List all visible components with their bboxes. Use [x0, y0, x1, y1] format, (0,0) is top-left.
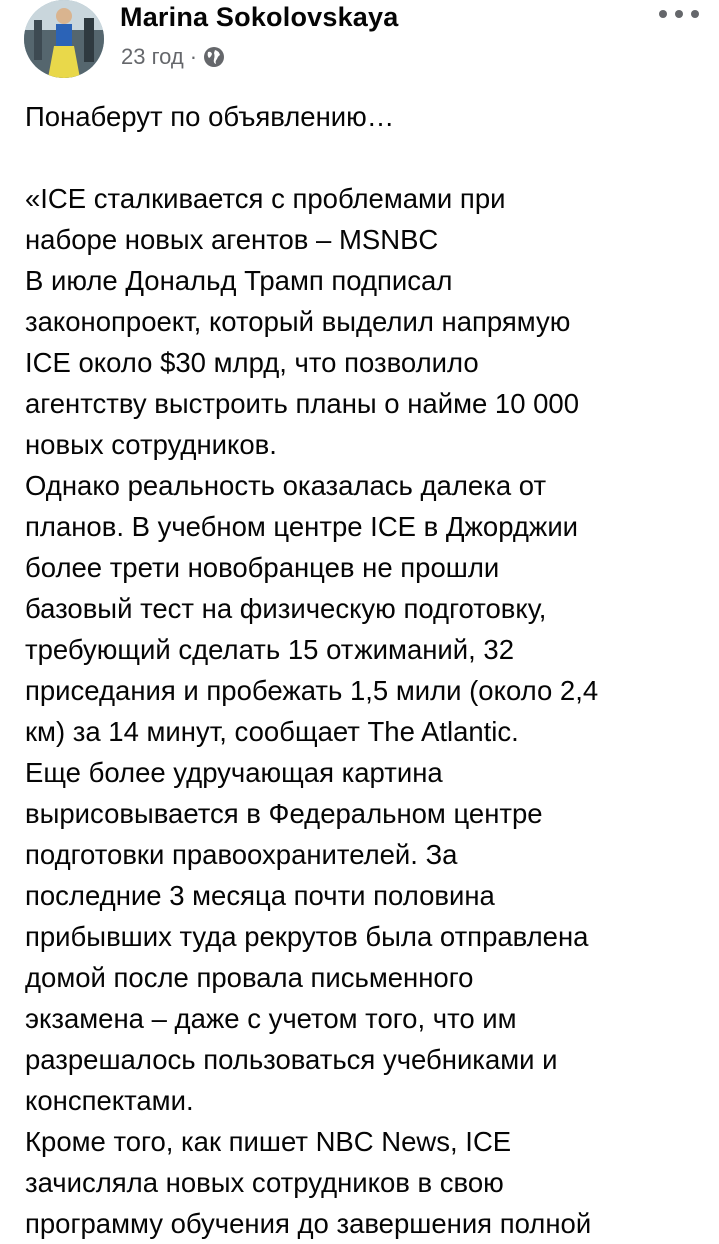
post-line: В июле Дональд Трамп подписал — [25, 265, 453, 296]
post-line: законопроект, который выделил напрямую — [25, 306, 571, 337]
post-line: агентству выстроить планы о найме 10 000 — [25, 388, 580, 419]
post-line: зачисляла новых сотрудников в свою — [25, 1167, 504, 1198]
post-line: подготовки правоохранителей. За — [25, 839, 458, 870]
post-line: прибывших туда рекрутов была отправлена — [25, 921, 589, 952]
avatar[interactable] — [24, 0, 104, 78]
post-line: базовый тест на физическую подготовку, — [25, 593, 547, 624]
post-line: приседания и пробежать 1,5 мили (около 2,4 — [25, 675, 599, 706]
post-line: Однако реальность оказалась далека от — [25, 470, 547, 501]
author-name[interactable]: Marina Sokolovskaya — [120, 2, 399, 32]
post-line: Еще более удручающая картина — [25, 757, 443, 788]
post-line: более трети новобранцев не прошли — [25, 552, 500, 583]
post-line: наборе новых агентов – MSNBC — [25, 224, 439, 255]
meta-separator: · — [189, 44, 198, 69]
post-timestamp[interactable]: 23 год — [121, 44, 184, 69]
post-line: планов. В учебном центре ICE в Джорджии — [25, 511, 579, 542]
post-line: конспектами. — [25, 1085, 194, 1116]
post-first-line: Понаберут по объявлению… — [25, 101, 395, 132]
post-line: «ICE сталкивается с проблемами при — [25, 183, 506, 214]
post-line: последние 3 месяца почти половина — [25, 880, 495, 911]
post-line: разрешалось пользоваться учебниками и — [25, 1044, 558, 1075]
post-line: новых сотрудников. — [25, 429, 277, 460]
post-line: домой после провала письменного — [25, 962, 474, 993]
post-header — [0, 0, 719, 90]
post-body — [25, 96, 705, 1244]
globe-icon — [203, 46, 225, 68]
post-line: вырисовывается в Федеральном центре — [25, 798, 543, 829]
post-line: Кроме того, как пишет NBC News, ICE — [25, 1126, 512, 1157]
more-options-icon[interactable] — [659, 4, 699, 24]
post-meta — [121, 44, 225, 70]
post-line: экзамена – даже с учетом того, что им — [25, 1003, 517, 1034]
post-line: программу обучения до завершения полной — [25, 1208, 592, 1239]
post-line: км) за 14 минут, сообщает The Atlantic. — [25, 716, 519, 747]
post-line: требующий сделать 15 отжиманий, 32 — [25, 634, 515, 665]
post-line: ICE около $30 млрд, что позволило — [25, 347, 479, 378]
